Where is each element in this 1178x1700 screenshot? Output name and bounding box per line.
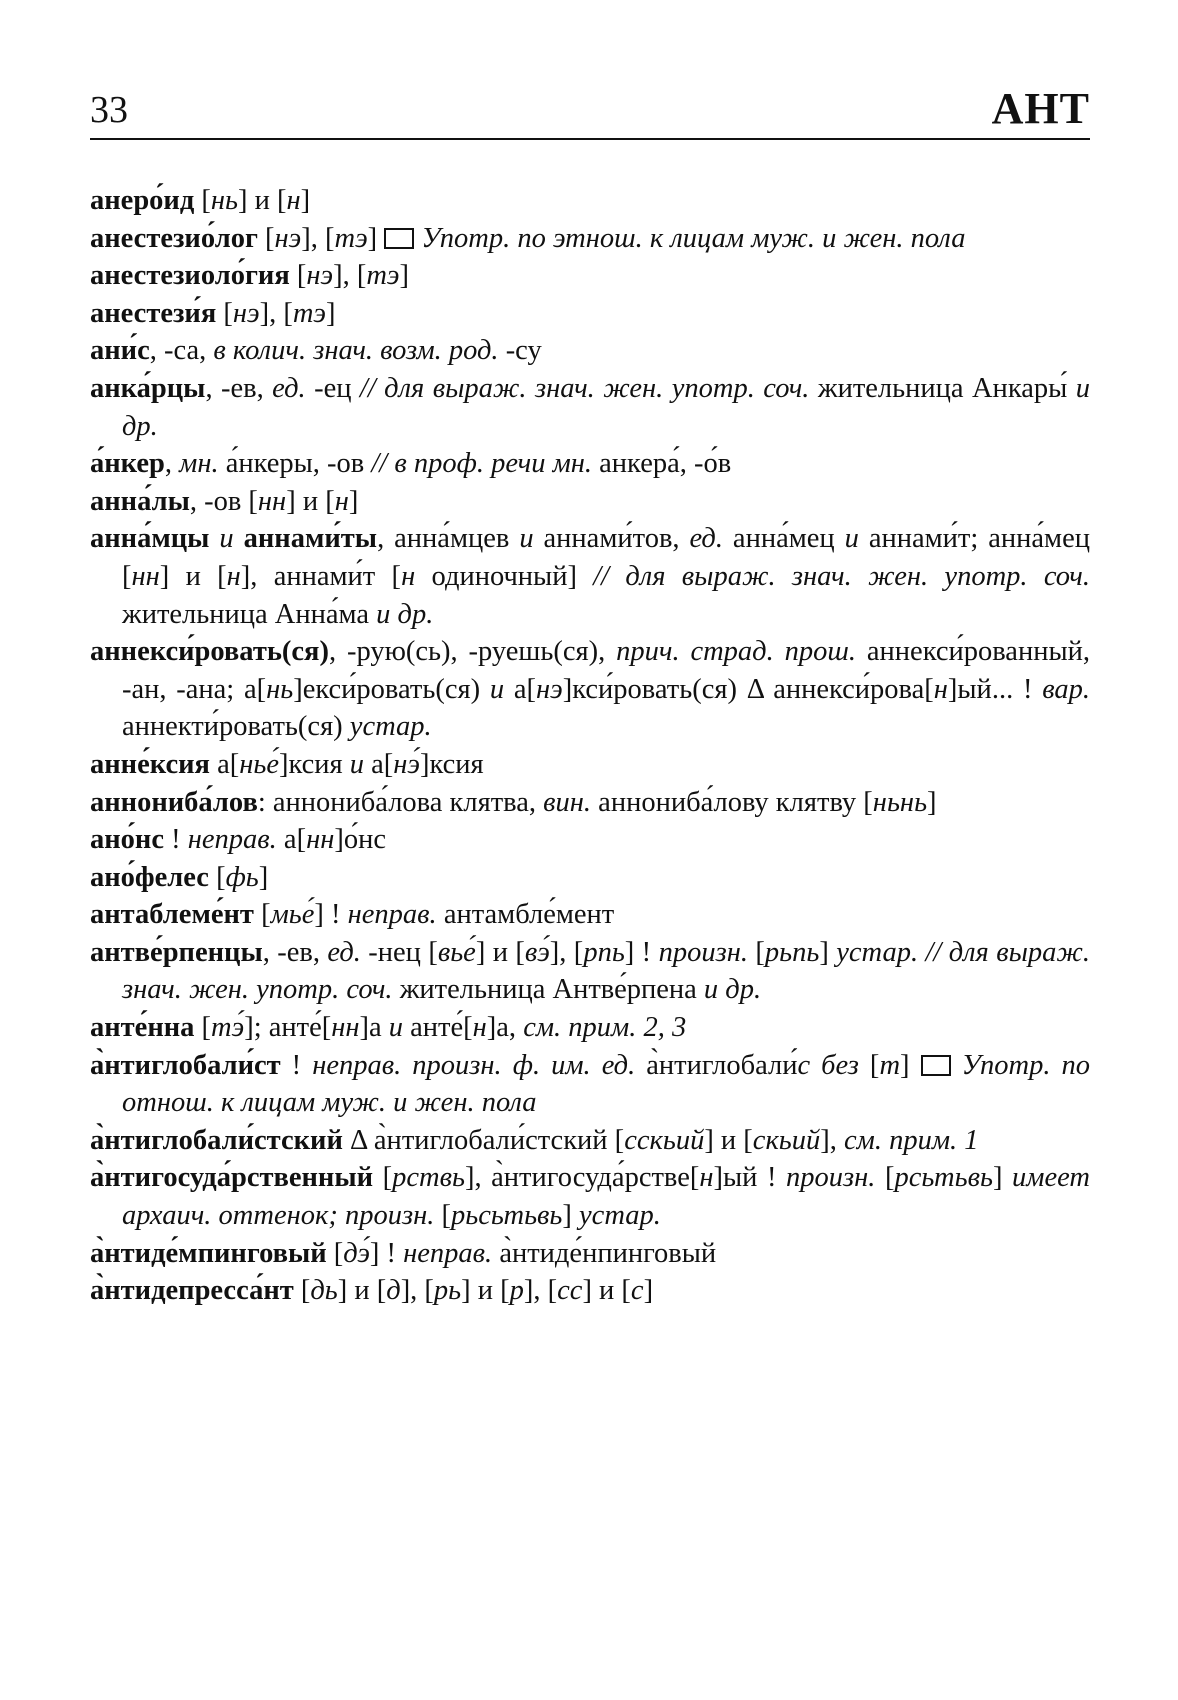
usage-box-icon [921, 1055, 951, 1076]
italic-note: ь [914, 786, 928, 818]
entry-text: [ [289, 260, 307, 292]
italic-note: е́ [463, 936, 476, 968]
italic-note: произн. [786, 1162, 876, 1194]
headword: а̀нтигосуда́рственный [90, 1162, 374, 1194]
italic-note: н [210, 185, 226, 216]
entry-text: ] и [ [475, 936, 525, 968]
entry-text: [ [747, 936, 765, 968]
entry-text: ], аннами́т [ [240, 560, 402, 592]
headword: анне́ксия [90, 748, 210, 780]
dictionary-entry [90, 370, 1090, 445]
entry-text: : аннониба́лова клятва, [257, 786, 544, 818]
entry-text: [ [858, 1049, 880, 1081]
headword: анна́лы [90, 485, 190, 517]
dictionary-entry [90, 1122, 1090, 1160]
page-number: 33 [90, 89, 128, 131]
headword: анестезио́лог [90, 222, 258, 254]
italic-note: ь [245, 861, 259, 893]
entry-text: ] и [ [286, 485, 335, 517]
entry-text: ] [300, 185, 311, 216]
headword: а̀нтиде́мпинговый [90, 1237, 327, 1269]
italic-note: н [239, 748, 254, 780]
entry-text: [ [293, 1275, 311, 1307]
entry-text: [ [434, 1200, 451, 1232]
italic-note: устар. [349, 711, 432, 743]
italic-note: см. прим. 2, 3 [523, 1012, 687, 1044]
italic-note: ск [752, 1124, 779, 1156]
italic-note: нэ [232, 297, 260, 329]
entry-text: ] [927, 786, 937, 818]
italic-note: н [266, 673, 281, 705]
italic-note: рп [583, 936, 612, 968]
entry-text: ], [ [523, 1275, 558, 1307]
entry-text: , -ев, [205, 372, 273, 404]
entry-text: жительница Антве́рпена [392, 974, 704, 1006]
entry-text: жительница Анна́ма [122, 598, 377, 630]
italic-note: н [286, 185, 301, 216]
entry-text: , -ов [ [189, 485, 258, 517]
italic-note: нн [331, 1012, 360, 1044]
italic-note: р [433, 1275, 449, 1307]
entry-text: , [164, 448, 180, 480]
italic-note: с без [797, 1049, 859, 1081]
entry-text: ], [820, 1124, 845, 1156]
headword: а́нкер [90, 448, 165, 480]
italic-note: ь [324, 1275, 338, 1307]
italic-note: устар. // для выраж. знач. жен. употр. соч. [122, 936, 1091, 1006]
entry-text: ], [ [549, 936, 584, 968]
italic-note: ь [979, 1162, 993, 1194]
dictionary-entry [90, 1235, 1090, 1273]
entry-text: жительница Анкары́ [809, 372, 1076, 404]
entry-text: [ [216, 297, 233, 329]
italic-note: сс [557, 1275, 583, 1307]
italic-note: ь [450, 936, 464, 968]
italic-note: и др. [122, 372, 1090, 442]
entry-text: ], [ [259, 297, 293, 329]
entry-text: ] [562, 1200, 580, 1232]
headword: анка́рцы [90, 372, 206, 404]
italic-note: ь [779, 936, 793, 968]
italic-note: ь [662, 1124, 676, 1156]
italic-note: и [489, 673, 505, 705]
italic-note: // для выраж. знач. жен. употр. соч. [593, 560, 1091, 592]
entry-text: ] и [ [337, 1275, 387, 1307]
entry-text: а́нкеры, -ов [218, 448, 372, 480]
entry-text: ]ксия [279, 748, 350, 780]
entry-text: [ [253, 899, 271, 931]
italic-note: р [509, 1275, 524, 1307]
headword: а̀нтидепресса́нт [90, 1275, 294, 1307]
italic-note: и [219, 523, 234, 555]
entry-text: [ [194, 185, 211, 216]
entry-text: ] [819, 936, 837, 968]
entry-text: ] [367, 222, 385, 254]
dictionary-entry [90, 295, 1090, 333]
entry-text: ]кси́ровать(ся) Δ аннекси́рова[ [562, 673, 934, 705]
italic-note: прич. страд. прош. [616, 636, 856, 668]
italic-note: и др. [376, 598, 434, 630]
dictionary-entry [90, 182, 1090, 220]
dictionary-entry [90, 1272, 1090, 1310]
italic-note: ед. [327, 936, 361, 968]
headword: ано́нс [90, 824, 164, 856]
entry-text: , -рую(сь), -руешь(ся), [328, 636, 617, 668]
entry-text: анкера́, -о́в [592, 448, 732, 480]
italic-note: тэ [334, 222, 368, 254]
headword: аннониба́лов [90, 786, 258, 818]
italic-note: нэ [536, 673, 563, 705]
italic-note: ь [886, 786, 900, 818]
headword: ани́с [90, 335, 150, 367]
entry-text: ], [ [400, 1275, 434, 1307]
entry-text: ] ! [314, 899, 348, 931]
entry-text: ] и [ [704, 1124, 753, 1156]
dictionary-entry [90, 633, 1090, 746]
entry-text [234, 523, 244, 554]
entry-text: ] [643, 1275, 654, 1307]
italic-note: ь [288, 899, 302, 931]
dictionary-entry [90, 1159, 1090, 1234]
entry-text: ]о́нс [334, 824, 386, 856]
italic-note: сск [624, 1124, 663, 1156]
italic-note: р [450, 1200, 466, 1232]
italic-note: н [401, 560, 416, 592]
entry-text: , анна́мцев [377, 523, 520, 555]
entry-text: , -са, [149, 335, 214, 367]
entry-text: а[ [364, 748, 394, 780]
usage-box-icon [384, 228, 414, 249]
entry-text: антамбле́мент [436, 899, 615, 931]
italic-note: рс [894, 1162, 922, 1194]
italic-note: и др. [703, 974, 762, 1006]
dictionary-entry [90, 896, 1090, 934]
italic-note: вар. [1042, 673, 1090, 705]
italic-note: Употр. по отнош. к лицам муж. и жен. пола [122, 1049, 1091, 1119]
italic-note: н [334, 485, 349, 517]
italic-note: и [388, 1012, 404, 1044]
headword: ано́фелес [90, 861, 209, 893]
italic-note: с [478, 1200, 491, 1232]
entry-text: ] и [ [461, 1275, 510, 1307]
italic-note: в [967, 1162, 980, 1194]
italic-note: нн [257, 485, 287, 517]
italic-note: п [792, 936, 807, 968]
italic-note: рств [392, 1162, 452, 1194]
headword: анеро́ид [90, 185, 195, 216]
entry-text: а̀нтиде́нпинговый [492, 1237, 717, 1269]
italic-note: нн [306, 824, 335, 856]
entry-text: аннекти́ровать(ся) [122, 711, 350, 743]
italic-note: ий [675, 1124, 705, 1156]
entry-text: ], [ [333, 260, 367, 292]
dictionary-entry [90, 821, 1090, 859]
dictionary-entry [90, 220, 1090, 258]
italic-note: ед. [272, 372, 306, 404]
entry-text: а[ [276, 824, 307, 856]
entry-text: ] [258, 861, 269, 893]
italic-note: неправ. [347, 899, 437, 931]
dictionary-entry [90, 934, 1090, 1009]
italic-note: имеет архаич. оттенок; произн. [122, 1162, 1090, 1232]
italic-note: н [899, 786, 915, 818]
italic-note: ий [791, 1124, 821, 1156]
italic-note: ь [549, 1200, 563, 1232]
entry-text: ], а̀нтигосуда́рстве[ [464, 1162, 700, 1194]
entry-text: ]а [359, 1012, 389, 1044]
italic-note: и [519, 523, 534, 555]
dictionary-entry [90, 1047, 1090, 1122]
italic-note: ь [253, 748, 267, 780]
italic-note: неправ. произн. ф. им. ед. [312, 1049, 636, 1081]
headword: анестезиоло́гия [90, 260, 290, 292]
entry-text: ]ый... ! [947, 673, 1043, 705]
italic-note: тэ́ [211, 1012, 245, 1044]
entry-text: [ [875, 1162, 895, 1194]
entry-text: -су [498, 335, 542, 367]
headword: анте́нна [90, 1012, 195, 1044]
italic-note: тэ [366, 260, 400, 292]
italic-note: ь [465, 1200, 479, 1232]
entry-text: ] ! [369, 1237, 404, 1269]
italic-note: см. прим. 1 [844, 1124, 979, 1156]
italic-note: н [872, 786, 887, 818]
italic-note: в [437, 936, 451, 968]
entry-text: ] [992, 1162, 1013, 1194]
entry-text: ! [164, 824, 188, 856]
italic-note: Употр. по этнош. к лицам муж. и жен. пола [421, 222, 966, 254]
italic-note: нн [131, 560, 160, 592]
italic-note: н [472, 1012, 487, 1044]
italic-note: ф [225, 861, 246, 893]
entry-text: [ [373, 1162, 393, 1194]
entry-text: -ец [305, 372, 360, 404]
entry-text: аннониба́лову клятву [ [591, 786, 873, 818]
headword: а̀нтиглобали́ст [90, 1049, 281, 1081]
italic-note: ь [921, 1162, 935, 1194]
entry-text: ] и [ [582, 1275, 631, 1307]
italic-note: и [844, 523, 859, 555]
italic-note: устар. [579, 1200, 661, 1232]
entry-text: -нец [ [360, 936, 438, 968]
italic-note: нэ [306, 260, 334, 292]
italic-note: ь [611, 936, 625, 968]
italic-note: в [537, 1200, 550, 1232]
italic-note: // для выраж. знач. жен. употр. соч. [359, 372, 810, 404]
headword: анна́мцы [90, 523, 210, 555]
entry-text: ]ксия [420, 748, 484, 780]
italic-note: вин. [543, 786, 592, 818]
entry-text: анна́мец [722, 523, 845, 555]
dictionary-entry [90, 1009, 1090, 1047]
italic-note: ед. [689, 523, 723, 555]
entry-text: ] и [ [159, 560, 227, 592]
italic-note: ь [778, 1124, 792, 1156]
italic-note: // в проф. речи мн. [371, 448, 593, 480]
italic-note: произн. [658, 936, 748, 968]
entry-text: анте́[ [403, 1012, 473, 1044]
entry-text [209, 523, 219, 554]
italic-note: нэ [274, 222, 302, 254]
italic-note: р [764, 936, 780, 968]
italic-note: т [879, 1049, 901, 1081]
entry-text: ] [326, 297, 336, 329]
dictionary-entry [90, 520, 1090, 633]
italic-note: ь [490, 1200, 504, 1232]
entry-text: ] [399, 260, 409, 292]
italic-note: н [226, 560, 241, 592]
italic-note: т [934, 1162, 955, 1194]
entry-text: [ [257, 222, 275, 254]
entry-text: Δ а̀нтиглобали́стский [ [342, 1124, 625, 1156]
dictionary-entry [90, 784, 1090, 822]
entry-text: [ [194, 1012, 212, 1044]
italic-note: д [386, 1275, 401, 1307]
italic-note: в колич. знач. возм. род. [213, 335, 499, 367]
dictionary-entry [90, 746, 1090, 784]
italic-note: д [310, 1275, 325, 1307]
headword: аннекси́ровать(ся) [90, 636, 329, 668]
entry-text: аннами́тов, [533, 523, 690, 555]
italic-note: м [270, 899, 289, 931]
entry-text: ], [ [301, 222, 335, 254]
entry-text: ! [280, 1049, 313, 1081]
headword: аннами́ты [243, 523, 378, 555]
entry-text: ]екси́ровать(ся) [293, 673, 490, 705]
dictionary-entry [90, 257, 1090, 295]
entry-text: ] [900, 1049, 921, 1081]
italic-note: е́ [266, 748, 279, 780]
italic-note: ь [280, 673, 294, 705]
entry-text: ]; анте́[ [244, 1012, 332, 1044]
italic-note: вэ́ [524, 936, 550, 968]
italic-note: тэ [292, 297, 326, 329]
entry-text: а̀нтиглобали́ [635, 1049, 798, 1081]
entry-text: ] [348, 485, 359, 517]
italic-note: дэ́ [343, 1237, 370, 1269]
italic-note: нэ́ [393, 748, 420, 780]
italic-note: с [630, 1275, 644, 1307]
italic-note: неправ. [403, 1237, 493, 1269]
entry-text: [ [326, 1237, 344, 1269]
italic-note: ь [225, 185, 239, 216]
entry-text: ]а, [486, 1012, 524, 1044]
headword: антаблеме́нт [90, 899, 254, 931]
italic-note: ь [451, 1162, 465, 1194]
entry-text: а[ [504, 673, 537, 705]
running-head: АНТ [991, 84, 1090, 133]
entry-text: аннекси́рованный, -ан, -ана; а[ [122, 636, 1090, 705]
header-rule [90, 138, 1090, 140]
entry-text: ] ! [624, 936, 659, 968]
headword: анестези́я [90, 297, 217, 329]
italic-note: ь [524, 1200, 538, 1232]
entry-text: а[ [209, 748, 240, 780]
italic-note: мн. [179, 448, 219, 480]
italic-note: неправ. [187, 824, 277, 856]
italic-note: е́ [301, 899, 315, 931]
entry-text: ]ый ! [713, 1162, 787, 1194]
italic-note: ь [448, 1275, 462, 1307]
italic-note: ь [806, 936, 820, 968]
headword: антве́рпенцы [90, 936, 263, 968]
italic-note: ь [954, 1162, 968, 1194]
dictionary-entry [90, 332, 1090, 370]
dictionary-entry [90, 483, 1090, 521]
entry-text: , -ев, [262, 936, 328, 968]
entry-text: ] и [ [238, 185, 287, 216]
italic-note: т [503, 1200, 525, 1232]
entry-text: одиночный] [415, 560, 594, 592]
entry-text: [ [208, 861, 226, 893]
dictionary-entry [90, 445, 1090, 483]
entry-text [951, 1050, 962, 1081]
headword: а̀нтиглобали́стский [90, 1124, 343, 1156]
entry-list [90, 182, 1090, 1310]
italic-note: н [933, 673, 948, 705]
italic-note: и [349, 748, 365, 780]
page-header [90, 78, 1090, 140]
entry-text: аннами́т; анна́мец [ [122, 523, 1090, 592]
dictionary-entry [90, 859, 1090, 897]
italic-note: н [699, 1162, 714, 1194]
